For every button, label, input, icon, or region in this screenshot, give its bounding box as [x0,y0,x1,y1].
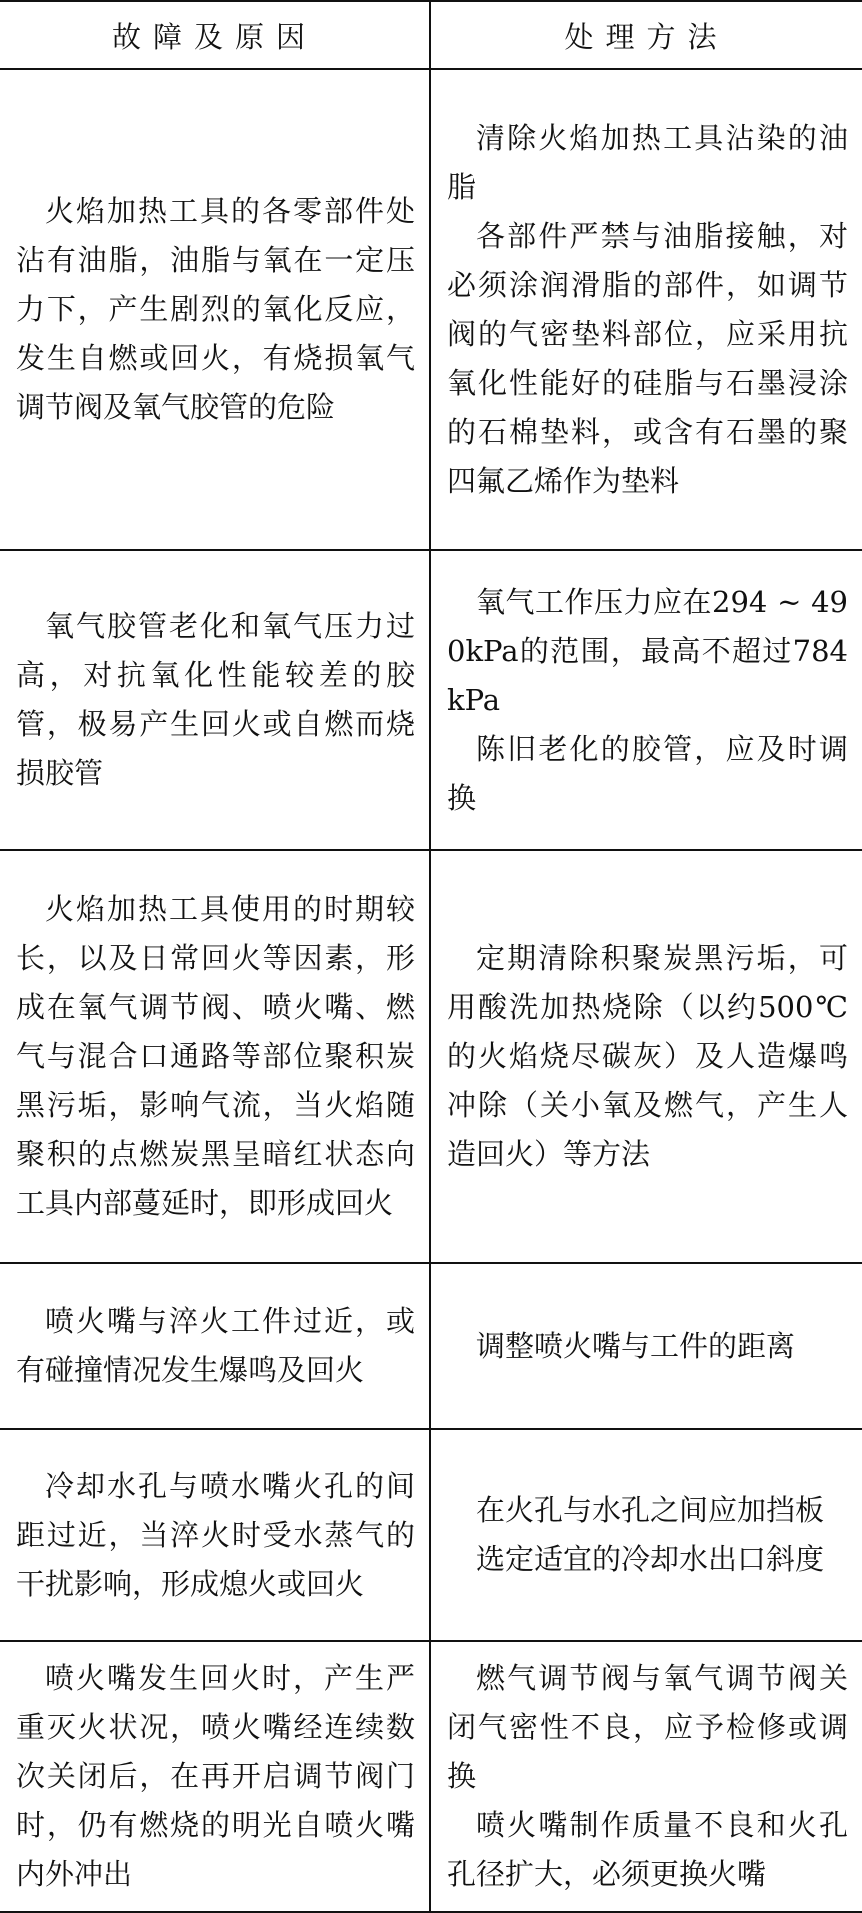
header-remedy: 处理方法 [430,1,862,69]
remedy-text: 陈旧老化的胶管，应及时调换 [447,731,848,815]
remedy-cell [430,1641,862,1912]
fault-cell [0,850,430,1263]
remedy-text: 选定适宜的冷却水出口斜度 [476,1542,825,1576]
remedy-text: 清除火焰加热工具沾染的油脂 [447,120,848,204]
header-fault-cause: 故障及原因 [0,1,430,69]
table-header-row [0,1,862,69]
table-row [0,1263,862,1429]
remedy-text: 在火孔与水孔之间应加挡板 [476,1493,825,1527]
fault-cell [0,550,430,850]
fault-text: 冷却水孔与喷水嘴火孔的间距过近，当淬火时受水蒸气的干扰影响，形成熄火或回火 [16,1468,415,1601]
table-row [0,69,862,550]
fault-cell [0,1263,430,1429]
remedy-cell [430,69,862,550]
remedy-text: 定期清除积聚炭黑污垢，可用酸洗加热烧除（以约500℃的火焰烧尽碳灰）及人造爆鸣冲除（关小氧及燃气，产生人造回火）等方法 [447,941,848,1171]
fault-text: 氧气胶管老化和氧气压力过高，对抗氧化性能较差的胶管，极易产生回火或自燃而烧损胶管 [16,609,415,790]
table-row [0,1641,862,1912]
remedy-cell [430,1429,862,1641]
table-row [0,850,862,1263]
fault-text: 火焰加热工具使用的时期较长，以及日常回火等因素，形成在氧气调节阀、喷火嘴、燃气与混合口通路等部位聚积炭黑污垢，影响气流，当火焰随聚积的点燃炭黑呈暗红状态向工具内部蔓延时，即形成回火 [16,892,415,1220]
remedy-text: 喷火嘴制作质量不良和火孔孔径扩大，必须更换火嘴 [447,1808,848,1891]
remedy-text: 各部件严禁与油脂接触，对必须涂润滑脂的部件，如调节阀的气密垫料部位，应采用抗氧化性能好的硅脂与石墨浸涂的石棉垫料，或含有石墨的聚四氟乙烯作为垫料 [447,218,848,498]
remedy-text: 燃气调节阀与氧气调节阀关闭气密性不良，应予检修或调换 [447,1661,848,1793]
remedy-text: 氧气工作压力应在294 ~ 490kPa的范围，最高不超过784kPa [447,584,848,717]
fault-cell [0,1641,430,1912]
fault-text: 喷火嘴发生回火时，产生严重灭火状况，喷火嘴经连续数次关闭后，在再开启调节阀门时，仍有燃烧的明光自喷火嘴内外冲出 [16,1661,415,1891]
remedy-cell [430,850,862,1263]
fault-cell [0,1429,430,1641]
fault-text: 火焰加热工具的各零部件处沾有油脂，油脂与氧在一定压力下，产生剧烈的氧化反应，发生自燃或回火，有烧损氧气调节阀及氧气胶管的危险 [16,194,415,424]
fault-text: 喷火嘴与淬火工件过近，或有碰撞情况发生爆鸣及回火 [16,1304,415,1387]
remedy-text: 调整喷火嘴与工件的距离 [476,1328,796,1363]
fault-cell [0,69,430,550]
remedy-cell [430,550,862,850]
remedy-cell [430,1263,862,1429]
table-row [0,550,862,850]
table-row [0,1429,862,1641]
